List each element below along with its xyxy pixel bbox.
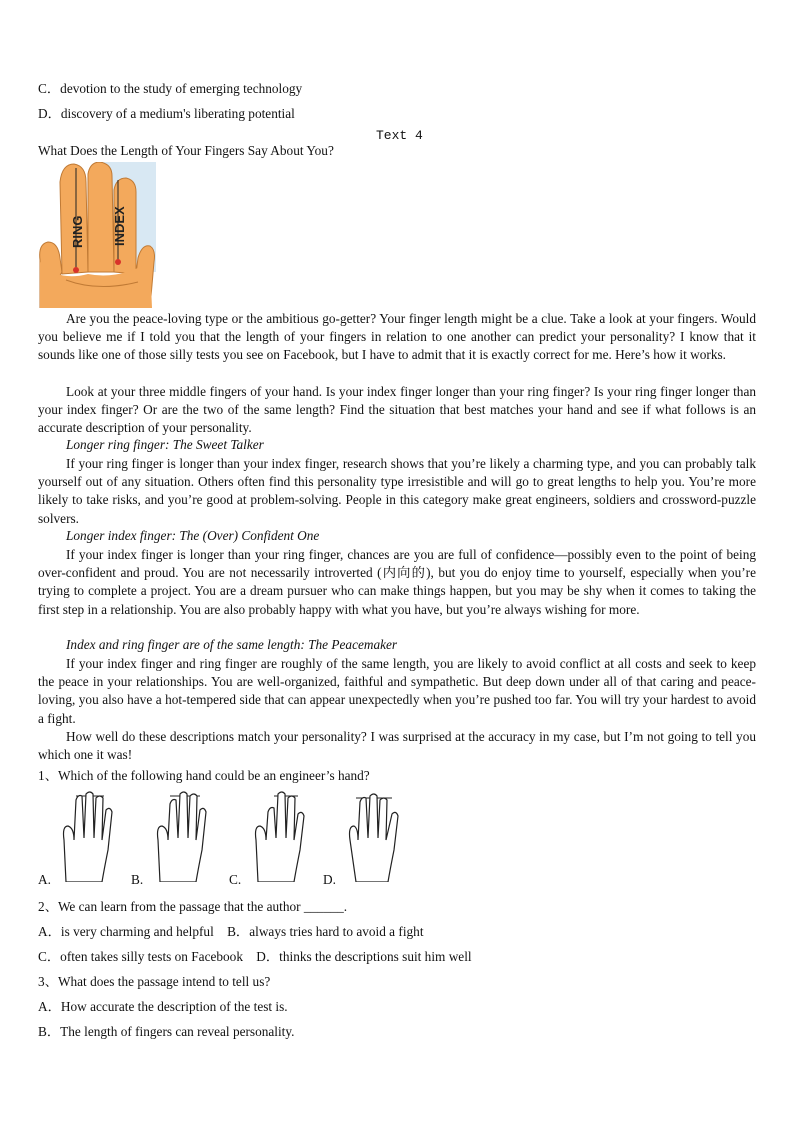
q3-option-b[interactable]: B．The length of fingers can reveal personality. bbox=[38, 1024, 295, 1039]
paragraph-2: Look at your three middle fingers of your hand. Is your index finger longer than your ring finger? Is your ring finger longer than your index finger? Or are the two of the same length? Find the situation that best matches your hand and see if what follows is an accurate description of your personality. bbox=[38, 384, 756, 436]
question-1: 1、Which of the following hand could be an engineer’s hand? bbox=[38, 768, 370, 783]
passage-title: What Does the Length of Your Fingers Say About You? bbox=[38, 143, 334, 158]
paragraph-5: If your index finger and ring finger are roughly of the same length, you are likely to avoid conflict at all costs and seek to keep the peace in your relationships. You are well-organized, faithful and sympathetic. But deep down under all of that caring and peace-loving, you also have a hot-tempered side that can appear unexpectedly when you’re pushed too far. You will try your hardest to avoid a fight. bbox=[38, 656, 756, 726]
q1-option-c[interactable]: C. bbox=[229, 872, 242, 887]
hand-option-c-image bbox=[252, 790, 312, 882]
q1-option-b[interactable]: B. bbox=[131, 872, 144, 887]
hand-option-d-image bbox=[346, 790, 406, 882]
ring-label: RING bbox=[70, 215, 85, 248]
heading-peacemaker: Index and ring finger are of the same length: The Peacemaker bbox=[66, 637, 398, 652]
question-3: 3、What does the passage intend to tell us? bbox=[38, 974, 271, 989]
paragraph-3: If your ring finger is longer than your index finger, research shows that you’re likely a charming type, and you can probably talk yourself out of any situation. Others often find this personality type irresistible and will go to great lengths to help you. You’re more likely to take risks, and you’re good at problem-solving. People in this category make great engineers, soldiers and crossword-puzzle solvers. bbox=[38, 456, 756, 526]
q2-options-cd[interactable]: C．often takes silly tests on Facebook D．thinks the descriptions suit him well bbox=[38, 949, 472, 964]
prev-option-c: C．devotion to the study of emerging technology bbox=[38, 81, 303, 96]
paragraph-1: Are you the peace-loving type or the ambitious go-getter? Your finger length might be a clue. Take a look at your fingers. Would you believe me if I told you that the length of your fingers in relation to one another can predict your personality? I know that it sounds like one of those silly tests you see on Facebook, but I have to admit that it is exactly correct for me. Here’s how it works. bbox=[38, 311, 756, 363]
q2-options-ab[interactable]: A．is very charming and helpful B．always tries hard to avoid a fight bbox=[38, 924, 424, 939]
heading-confident-one: Longer index finger: The (Over) Confident One bbox=[66, 528, 320, 543]
q3-option-a[interactable]: A．How accurate the description of the test is. bbox=[38, 999, 288, 1014]
prev-option-d: D．discovery of a medium's liberating potential bbox=[38, 106, 295, 121]
question-2: 2、We can learn from the passage that the author ______. bbox=[38, 899, 348, 914]
q1-option-a[interactable]: A. bbox=[38, 872, 51, 887]
index-label: INDEX bbox=[112, 206, 127, 246]
text-label: Text 4 bbox=[376, 128, 423, 143]
finger-length-figure bbox=[38, 162, 156, 308]
q1-option-d[interactable]: D. bbox=[323, 872, 336, 887]
heading-sweet-talker: Longer ring finger: The Sweet Talker bbox=[66, 437, 264, 452]
paragraph-4: If your index finger is longer than your ring finger, chances are you are full of confidence—possibly even to the point of being over-confident and proud. You are not necessarily introverted (内向的), but you do enjoy time to yourself, especially when you’re trying to complete a project. You are a dream pursuer who can make things happen, but you may be shy when it comes to taking the first step in a relationship. You are also probably happy with what you have, but you’re always wishing for more. bbox=[38, 547, 756, 617]
paragraph-6: How well do these descriptions match your personality? I was surprised at the accuracy in my case, but I’m not going to tell you which one it was! bbox=[38, 729, 756, 763]
hand-option-b-image bbox=[154, 790, 214, 882]
hand-option-a-image bbox=[60, 790, 120, 882]
